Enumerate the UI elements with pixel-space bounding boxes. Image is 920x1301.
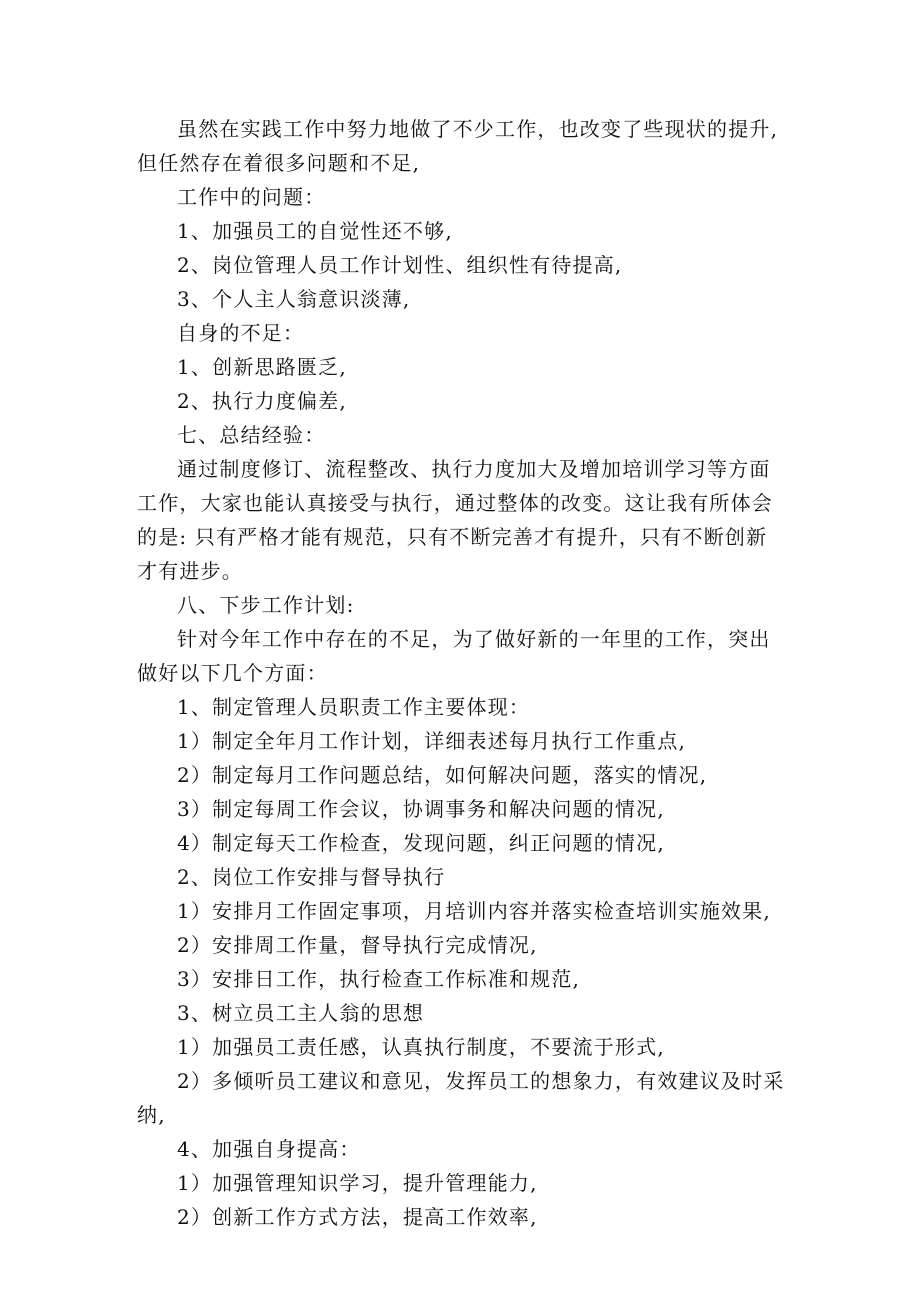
document-body xyxy=(137,112,787,1234)
list-item: 3）安排日工作，执行检查工作标准和规范, xyxy=(177,967,581,991)
heading-section-eight: 八、下步工作计划: xyxy=(177,593,355,617)
list-item: 1）加强员工责任感，认真执行制度，不要流于形式, xyxy=(177,1035,665,1059)
list-item: 3、树立员工主人翁的思想 xyxy=(177,1001,425,1025)
list-item: 1）安排月工作固定事项，月培训内容并落实检查培训实施效果, xyxy=(177,899,771,923)
heading-section-seven: 七、总结经验： xyxy=(177,423,326,447)
list-item: 4、加强自身提高： xyxy=(177,1137,361,1161)
list-item: 4）制定每天工作检查，发现问题，纠正问题的情况, xyxy=(177,831,665,855)
list-item: 3、个人主人翁意识淡薄, xyxy=(177,287,411,311)
list-item: 2、岗位管理人员工作计划性、组织性有待提高, xyxy=(177,253,623,277)
list-item: 1、制定管理人员职责工作主要体现： xyxy=(177,695,531,719)
list-item: 2）制定每月工作问题总结，如何解决问题，落实的情况, xyxy=(177,763,708,787)
list-item: 2）安排周工作量，督导执行完成情况, xyxy=(177,933,538,957)
paragraph-plan-intro: 针对今年工作中存在的不足，为了做好新的一年里的工作，突出做好以下几个方面： xyxy=(137,627,771,685)
list-item: 1）加强管理知识学习，提升管理能力, xyxy=(177,1171,538,1195)
list-item: 2、岗位工作安排与督导执行 xyxy=(177,865,446,889)
paragraph-intro: 虽然在实践工作中努力地做了不少工作，也改变了些现状的提升,但任然存在着很多问题和不足, xyxy=(137,117,779,175)
list-item: 1、创新思路匮乏, xyxy=(177,355,347,379)
list-item: 2、执行力度偏差, xyxy=(177,389,347,413)
list-item: 2）多倾听员工建议和意见，发挥员工的想象力，有效建议及时采纳, xyxy=(137,1069,785,1127)
heading-self-shortcomings: 自身的不足： xyxy=(177,321,305,345)
list-item: 2）创新工作方式方法，提高工作效率, xyxy=(177,1205,538,1229)
list-item: 1）制定全年月工作计划，详细表述每月执行工作重点, xyxy=(177,729,687,753)
heading-work-problems: 工作中的问题： xyxy=(177,185,326,209)
list-item: 3）制定每周工作会议，协调事务和解决问题的情况, xyxy=(177,797,665,821)
list-item: 1、加强员工的自觉性还不够, xyxy=(177,219,453,243)
paragraph-experience: 通过制度修订、流程整改、执行力度加大及增加培训学习等方面工作，大家也能认真接受与执行，通过整体的改变。这让我有所体会的是: 只有严格才能有规范，只有不断完善才有提升，只有不断创新才有进步。 xyxy=(137,457,773,583)
